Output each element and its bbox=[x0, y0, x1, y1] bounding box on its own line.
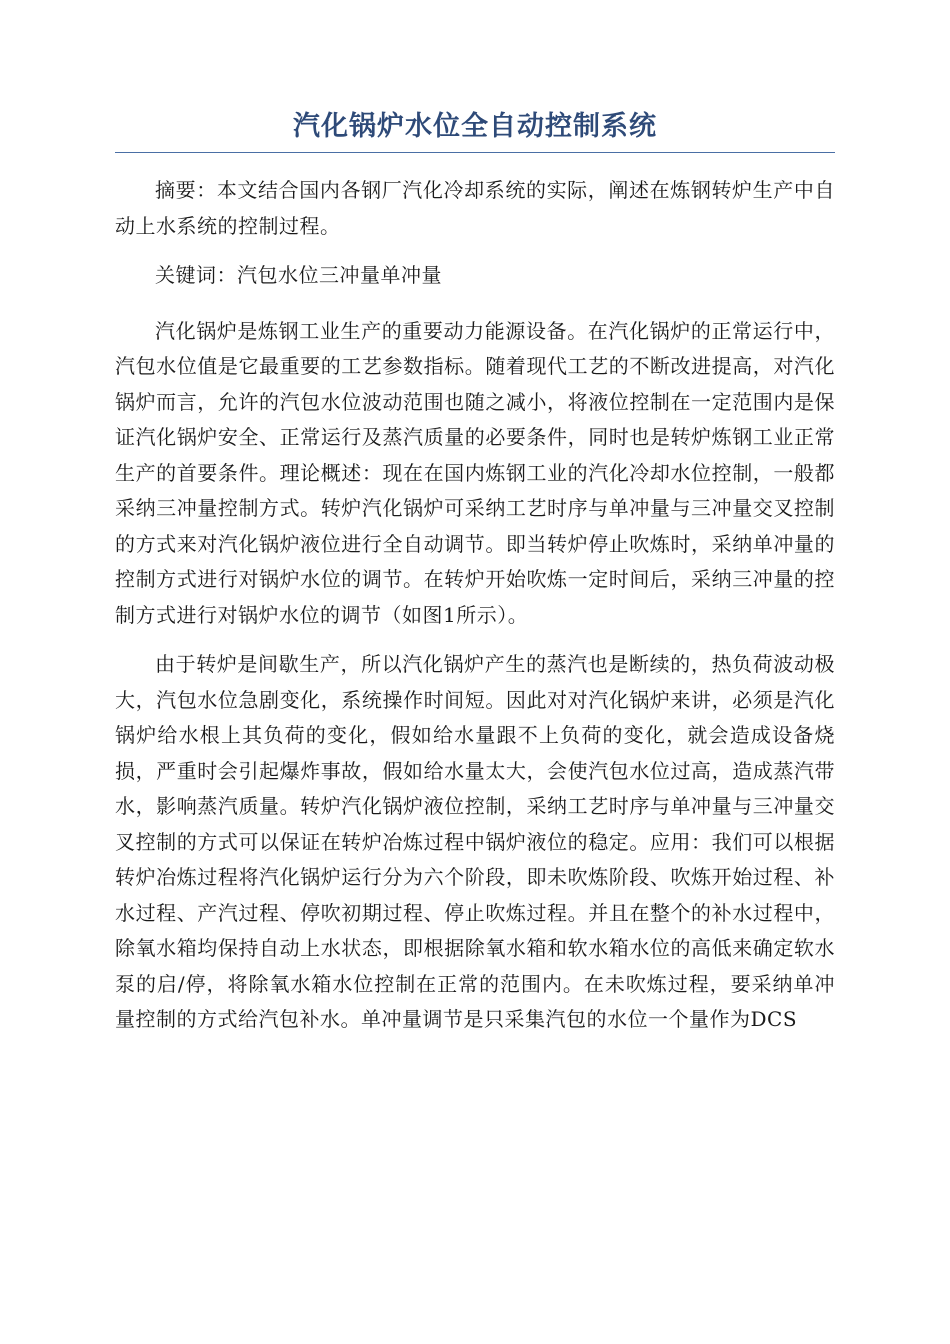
document-title: 汽化锅炉水位全自动控制系统 bbox=[293, 111, 657, 142]
body-paragraph-2: 由于转炉是间歇生产，所以汽化锅炉产生的蒸汽也是断续的，热负荷波动极大，汽包水位急剧变化，系统操作时间短。因此对对汽化锅炉来讲，必须是汽化锅炉给水根上其负荷的变化，假如给水量跟不上负荷的变化，就会造成设备烧损，严重时会引起爆炸事故，假如给水量太大，会使汽包水位过高，造成蒸汽带水，影响蒸汽质量。转炉汽化锅炉液位控制，采纳工艺时序与单冲量与三冲量交叉控制的方式可以保证在转炉冶炼过程中锅炉液位的稳定。应用：我们可以根据转炉冶炼过程将汽化锅炉运行分为六个阶段，即未吹炼阶段、吹炼开始过程、补水过程、产汽过程、停吹初期过程、停止吹炼过程。并且在整个的补水过程中，除氧水箱均保持自动上水状态，即根据除氧水箱和软水箱水位的高低来确定软水泵的启/停，将除氧水箱水位控制在正常的范围内。在未吹炼过程，要采纳单冲量控制的方式给汽包补水。单冲量调节是只采集汽包的水位一个量作为DCS bbox=[115, 652, 835, 1031]
keywords-line: 关键词：汽包水位三冲量单冲量 bbox=[155, 263, 442, 287]
abstract-paragraph: 摘要：本文结合国内各钢厂汽化冷却系统的实际，阐述在炼钢转炉生产中自动上水系统的控制过程。 bbox=[115, 178, 835, 238]
title-underline bbox=[115, 152, 835, 153]
body-paragraph-1: 汽化锅炉是炼钢工业生产的重要动力能源设备。在汽化锅炉的正常运行中，汽包水位值是它最重要的工艺参数指标。随着现代工艺的不断改进提高，对汽化锅炉而言，允许的汽包水位波动范围也随之减小，将液位控制在一定范围内是保证汽化锅炉安全、正常运行及蒸汽质量的必要条件，同时也是转炉炼钢工业正常生产的首要条件。理论概述：现在在国内炼钢工业的汽化冷却水位控制，一般都采纳三冲量控制方式。转炉汽化锅炉可采纳工艺时序与单冲量与三冲量交叉控制的方式来对汽化锅炉液位进行全自动调节。即当转炉停止吹炼时，采纳单冲量的控制方式进行对锅炉水位的调节。在转炉开始吹炼一定时间后，采纳三冲量的控制方式进行对锅炉水位的调节（如图1所示）。 bbox=[115, 318, 835, 627]
document-page bbox=[115, 108, 835, 1052]
